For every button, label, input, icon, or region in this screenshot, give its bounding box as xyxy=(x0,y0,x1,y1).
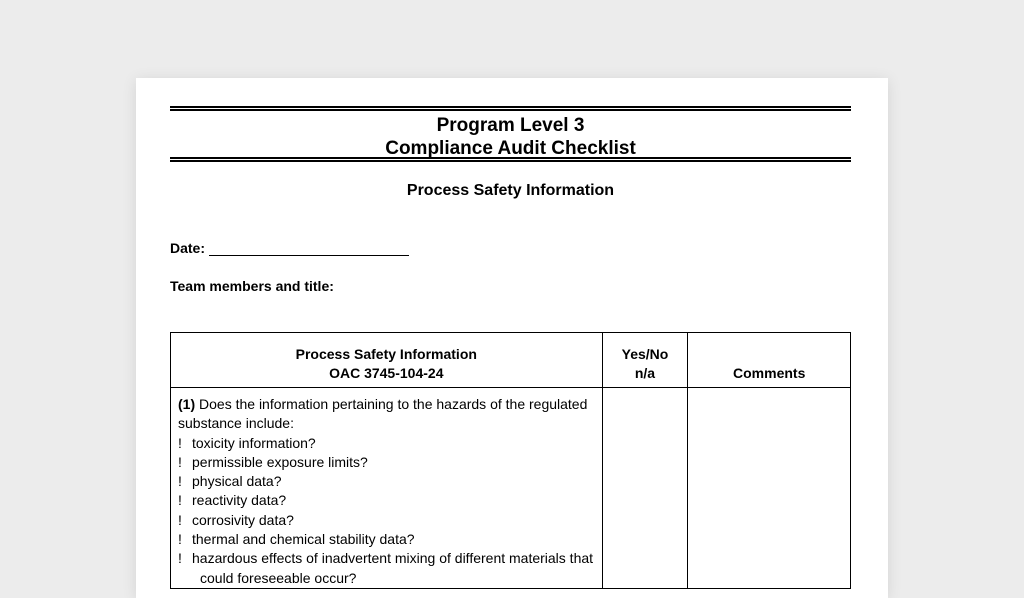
list-item xyxy=(178,472,596,491)
date-field xyxy=(170,240,409,256)
document-page xyxy=(136,78,888,598)
table-header-row xyxy=(171,333,851,388)
question-body: Does the information pertaining to the hazards of the regulated substance include: xyxy=(178,396,588,432)
section-title: Process Safety Information xyxy=(406,182,615,199)
list-item-text: corrosivity data? xyxy=(192,511,294,528)
checklist-table xyxy=(170,332,851,589)
list-item-text: toxicity information? xyxy=(192,434,316,451)
question-cell xyxy=(171,388,603,589)
list-item-text: physical data? xyxy=(192,473,282,490)
list-item xyxy=(178,511,596,530)
bullet-mark: ! xyxy=(178,473,182,490)
date-label: Date: xyxy=(170,240,206,256)
bullet-mark: ! xyxy=(178,492,182,509)
list-item xyxy=(178,453,596,472)
date-blank-line xyxy=(209,241,409,256)
bullet-mark: ! xyxy=(178,511,182,528)
header-topic-line-2: OAC 3745-104-24 xyxy=(329,365,444,381)
answer-cell[interactable] xyxy=(602,388,688,589)
list-item-text: permissible exposure limits? xyxy=(192,453,368,470)
header-yes-no-line-2: n/a xyxy=(634,365,656,381)
list-item xyxy=(178,549,596,568)
bottom-double-rule xyxy=(170,157,851,162)
list-item xyxy=(178,530,596,549)
bullet-mark: ! xyxy=(178,531,182,548)
question-text xyxy=(178,395,596,434)
list-item xyxy=(178,434,596,453)
header-yes-no xyxy=(602,333,688,388)
table-row xyxy=(171,388,851,589)
list-item xyxy=(178,491,596,510)
comments-cell[interactable] xyxy=(688,388,851,589)
header-comments: Comments xyxy=(688,333,851,388)
list-item-text: reactivity data? xyxy=(192,492,287,509)
title-line-1: Program Level 3 xyxy=(436,115,585,136)
bullet-mark: ! xyxy=(178,453,182,470)
header-yes-no-line-1: Yes/No xyxy=(621,346,669,362)
title-line-2: Compliance Audit Checklist xyxy=(385,138,636,159)
header-topic xyxy=(171,333,603,388)
bullet-mark: ! xyxy=(178,550,182,567)
top-double-rule xyxy=(170,106,851,111)
bullet-mark: ! xyxy=(178,434,182,451)
header-topic-line-1: Process Safety Information xyxy=(295,346,477,362)
list-item-continuation: could foreseeable occur? xyxy=(200,569,357,586)
document-title xyxy=(170,114,851,160)
list-item-text: thermal and chemical stability data? xyxy=(192,531,415,548)
list-item-text: hazardous effects of inadvertent mixing of different materials that xyxy=(192,550,594,567)
team-members-label: Team members and title: xyxy=(170,278,334,294)
question-number: (1) xyxy=(178,396,196,412)
